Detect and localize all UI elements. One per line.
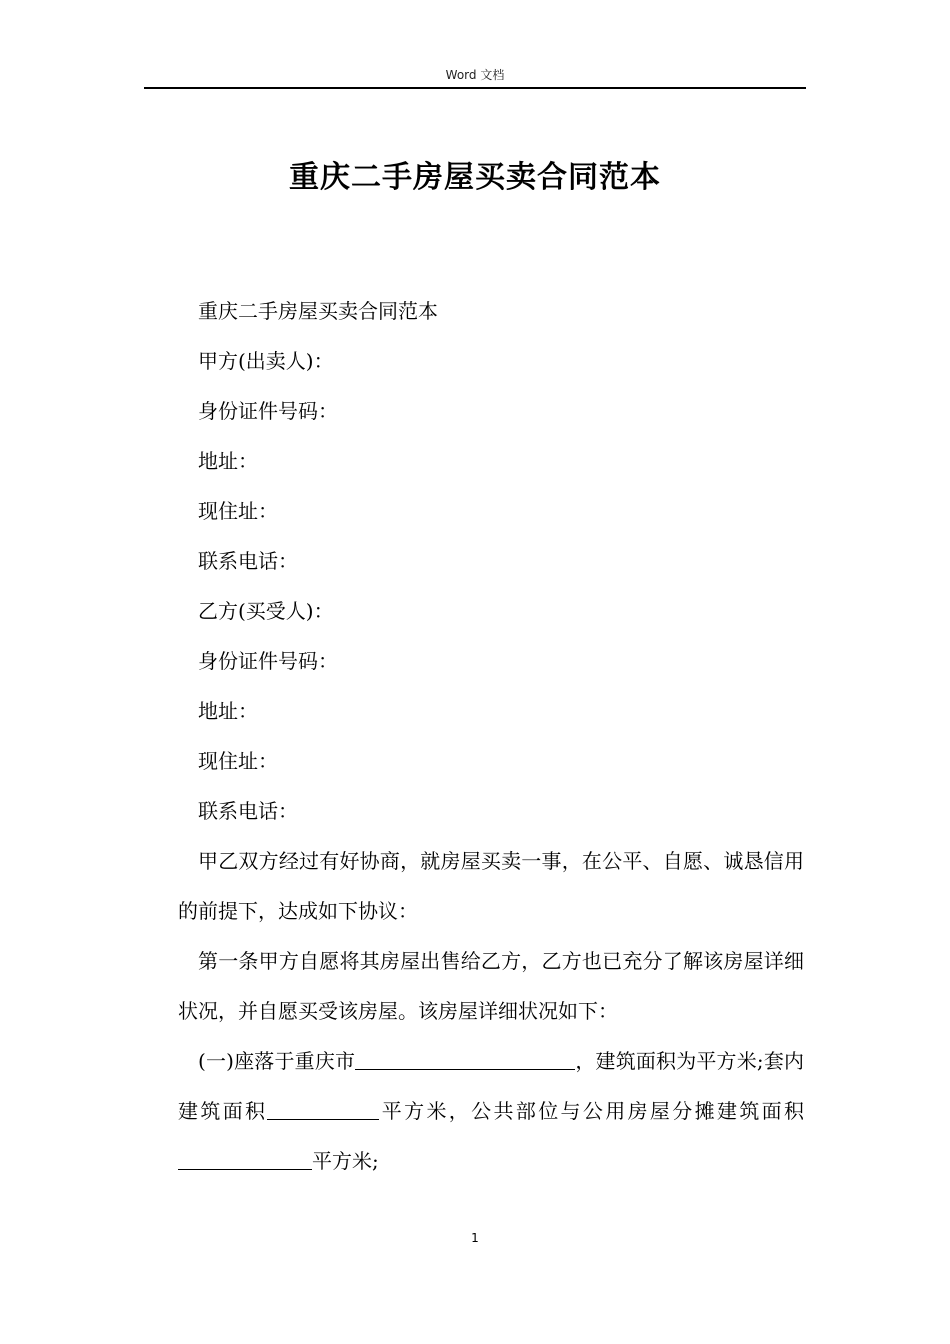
blank-shared-area — [178, 1153, 312, 1170]
clause-one-text-2: ，建筑面积为平方米;套内建筑面积 — [178, 1049, 804, 1123]
clause-one-text-4: 平方米; — [312, 1149, 379, 1173]
paragraph-party-b-current-address: 现住址： — [198, 749, 278, 773]
header-rule — [144, 87, 806, 89]
blank-inner-area — [267, 1103, 379, 1120]
paragraph-party-a-address: 地址： — [198, 449, 258, 473]
paragraph-party-b-id: 身份证件号码： — [198, 649, 338, 673]
blank-location — [355, 1053, 575, 1070]
paragraph-party-a: 甲方(出卖人)： — [198, 349, 334, 373]
clause-one-text-3: 平方米，公共部位与公用房屋分摊建筑面积 — [379, 1099, 805, 1123]
paragraph-heading: 重庆二手房屋买卖合同范本 — [198, 299, 438, 323]
header-label: Word 文档 — [445, 68, 505, 82]
paragraph-clause-one — [178, 1036, 804, 1186]
paragraph-agreement-intro: 甲乙双方经过有好协商，就房屋买卖一事，在公平、自愿、诚恳信用的前提下，达成如下协议： — [178, 849, 804, 923]
document-body — [178, 286, 804, 1186]
paragraph-party-b-phone: 联系电话： — [198, 799, 298, 823]
clause-one-text-1: (一)座落于重庆市 — [198, 1049, 356, 1073]
page-number: 1 — [471, 1231, 479, 1245]
paragraph-party-a-id: 身份证件号码： — [198, 399, 338, 423]
paragraph-party-b: 乙方(买受人)： — [198, 599, 334, 623]
document-title: 重庆二手房屋买卖合同范本 — [289, 160, 661, 195]
paragraph-party-a-current-address: 现住址： — [198, 499, 278, 523]
paragraph-party-b-address: 地址： — [198, 699, 258, 723]
paragraph-party-a-phone: 联系电话： — [198, 549, 298, 573]
paragraph-article-one: 第一条甲方自愿将其房屋出售给乙方，乙方也已充分了解该房屋详细状况，并自愿买受该房屋。该房屋详细状况如下： — [178, 949, 804, 1023]
